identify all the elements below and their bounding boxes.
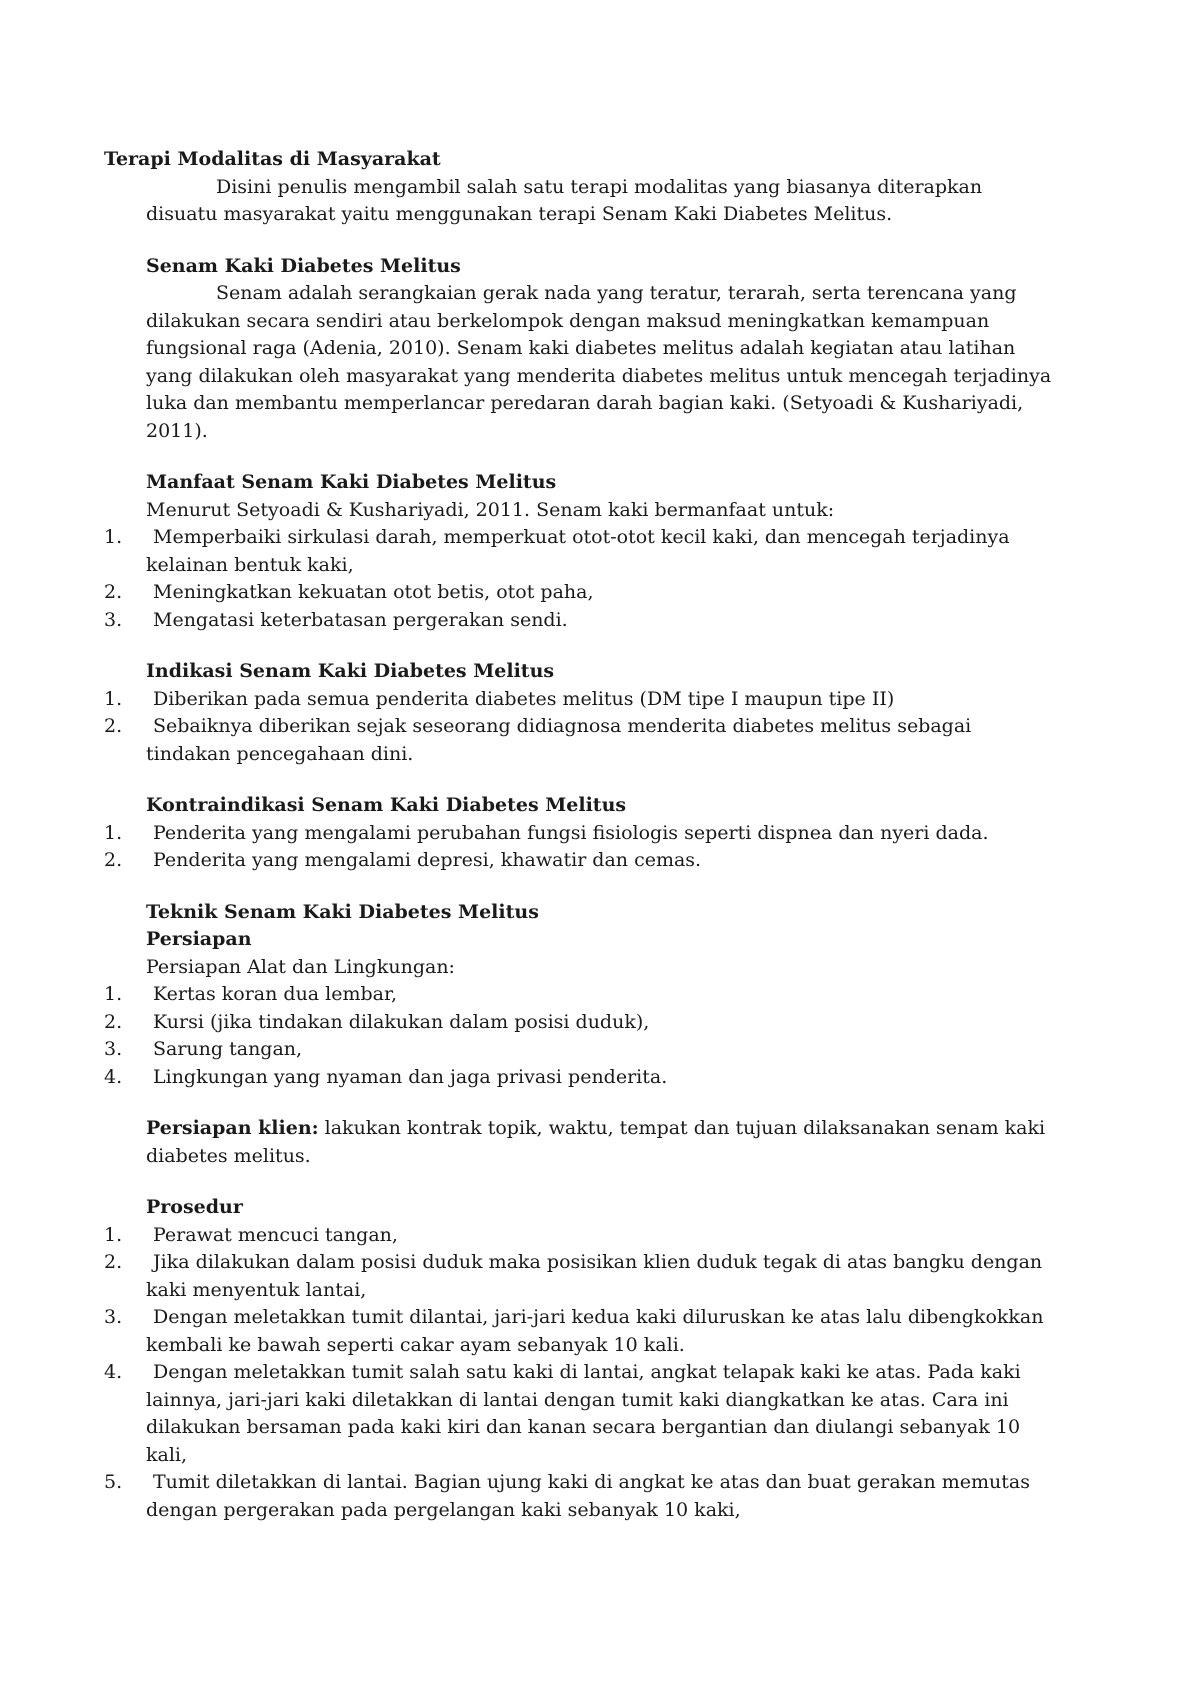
list-item [104, 713, 1064, 768]
section-heading: Prosedur [146, 1196, 243, 1218]
list-item [104, 1009, 1064, 1037]
paragraph-line: fungsional raga (Adenia, 2010). Senam kaki diabetes melitus adalah kegiatan atau latihan [146, 337, 1016, 359]
list-text [146, 1036, 1064, 1064]
section-intro: Persiapan Alat dan Lingkungan: [146, 955, 455, 978]
list-text-line: Diberikan pada semua penderita diabetes melitus (DM tipe I maupun tipe II) [153, 687, 895, 710]
list-number: 1. [104, 983, 123, 1005]
paragraph-line: yang dilakukan oleh masyarakat yang menderita diabetes melitus untuk mencegah terjadinya [146, 364, 1052, 387]
list-item [104, 686, 1064, 714]
list-text-line: Memperbaiki sirkulasi darah, memperkuat otot-otot kecil kaki, dan mencegah terjadinya [153, 526, 1010, 548]
list-item [104, 1036, 1064, 1064]
list-text [146, 1304, 1064, 1359]
list-number: 2. [104, 715, 123, 737]
paragraph-line: diabetes melitus. [146, 1144, 311, 1167]
list-text [146, 1222, 1064, 1250]
list-number: 4. [104, 1065, 123, 1088]
list-item [104, 1249, 1064, 1304]
list-number: 2. [104, 1010, 123, 1033]
list-number: 1. [104, 1223, 123, 1246]
list-text [146, 524, 1064, 579]
list-text-line: Tumit diletakkan di lantai. Bagian ujung kaki di angkat ke atas dan buat gerakan memutas [153, 1471, 1031, 1493]
intro-paragraph [104, 174, 1064, 229]
list-number: 2. [104, 581, 123, 603]
list-item [104, 1222, 1064, 1250]
list-number: 5. [104, 1471, 123, 1493]
list-item [104, 820, 1064, 848]
list-text-line: dilakukan bersaman pada kaki kiri dan kanan secara bergantian dan diulangi sebanyak 10 [146, 1416, 1021, 1438]
intro-line: Disini penulis mengambil salah satu terapi modalitas yang biasanya diterapkan [216, 175, 983, 198]
section-heading: Kontraindikasi Senam Kaki Diabetes Melitus [146, 794, 627, 816]
paragraph-line: 2011). [146, 419, 208, 442]
list-number: 3. [104, 1038, 123, 1060]
paragraph-line: Senam adalah serangkaian gerak nada yang teratur, terarah, serta terencana yang [216, 282, 1017, 304]
numbered-list [104, 1222, 1064, 1525]
section-senam [104, 253, 1064, 446]
list-item [104, 524, 1064, 579]
list-item [104, 1469, 1064, 1524]
list-text [146, 1469, 1064, 1524]
list-number: 1. [104, 526, 123, 548]
list-text [146, 1009, 1064, 1037]
list-text-line: Mengatasi keterbatasan pergerakan sendi. [153, 608, 568, 631]
list-text-line: kembali ke bawah seperti cakar ayam sebanyak 10 kali. [146, 1333, 685, 1356]
list-item [104, 1359, 1064, 1469]
numbered-list [104, 524, 1064, 634]
list-number: 2. [104, 1251, 123, 1273]
list-text-line: Penderita yang mengalami perubahan fungsi fisiologis seperti dispnea dan nyeri dada. [153, 821, 989, 844]
list-text [146, 607, 1064, 635]
section-subheading: Persiapan [146, 928, 252, 950]
section-teknik [104, 899, 1064, 1092]
list-text-line: tindakan pencegahaan dini. [146, 742, 414, 765]
page-title: Terapi Modalitas di Masyarakat [104, 148, 441, 170]
list-text [146, 1249, 1064, 1304]
list-text-line: Perawat mencuci tangan, [153, 1223, 398, 1246]
list-text-line: kaki menyentuk lantai, [146, 1278, 367, 1301]
paragraph-line: luka dan membantu memperlancar peredaran darah bagian kaki. (Setyoadi & Kushariyadi, [146, 392, 1024, 414]
numbered-list [104, 981, 1064, 1091]
section-prosedur [104, 1194, 1064, 1524]
list-number: 2. [104, 849, 123, 871]
list-item [104, 579, 1064, 607]
inline-text: lakukan kontrak topik, waktu, tempat dan tujuan dilaksanakan senam kaki [324, 1117, 1046, 1139]
section-heading: Teknik Senam Kaki Diabetes Melitus [146, 900, 539, 923]
list-item [104, 1064, 1064, 1092]
list-number: 1. [104, 687, 123, 710]
list-text [146, 1064, 1064, 1092]
numbered-list [104, 686, 1064, 769]
section-heading: Indikasi Senam Kaki Diabetes Melitus [146, 660, 555, 682]
section-klien [104, 1115, 1064, 1170]
section-heading: Senam Kaki Diabetes Melitus [146, 254, 461, 277]
section-heading: Manfaat Senam Kaki Diabetes Melitus [146, 471, 557, 493]
list-text [146, 713, 1064, 768]
list-number: 3. [104, 1306, 123, 1328]
list-text [146, 1359, 1064, 1469]
list-text [146, 820, 1064, 848]
section-intro: Menurut Setyoadi & Kushariyadi, 2011. Senam kaki bermanfaat untuk: [146, 498, 835, 521]
list-text [146, 686, 1064, 714]
list-text-line: Jika dilakukan dalam posisi duduk maka posisikan klien duduk tegak di atas bangku dengan [153, 1251, 1043, 1273]
list-item [104, 847, 1064, 875]
list-number: 3. [104, 608, 123, 631]
list-text [146, 847, 1064, 875]
section-indikasi [104, 658, 1064, 768]
list-text-line: kali, [146, 1443, 188, 1466]
intro-line: disuatu masyarakat yaitu menggunakan terapi Senam Kaki Diabetes Melitus. [146, 203, 893, 225]
inline-label: Persiapan klien: [146, 1117, 319, 1139]
list-text-line: Meningkatkan kekuatan otot betis, otot paha, [153, 581, 594, 603]
list-text-line: Dengan meletakkan tumit salah satu kaki di lantai, angkat telapak kaki ke atas. Pada kaki [153, 1361, 1021, 1383]
list-text-line: Penderita yang mengalami depresi, khawatir dan cemas. [153, 849, 702, 871]
list-text-line: Lingkungan yang nyaman dan jaga privasi penderita. [153, 1065, 668, 1088]
section-manfaat [104, 469, 1064, 634]
list-item [104, 1304, 1064, 1359]
paragraph-line: dilakukan secara sendiri atau berkelompok dengan maksud meningkatkan kemampuan [146, 309, 990, 332]
paragraph-line [146, 1115, 1064, 1143]
list-number: 1. [104, 821, 123, 844]
list-text-line: lainnya, jari-jari kaki diletakkan di lantai dengan tumit kaki diangkatkan ke atas. Cara ini [146, 1388, 1009, 1411]
document-body [104, 146, 1064, 1524]
list-number: 4. [104, 1361, 123, 1383]
numbered-list [104, 820, 1064, 875]
list-text-line: Sebaiknya diberikan sejak seseorang didiagnosa menderita diabetes melitus sebagai [153, 715, 972, 737]
list-text [146, 579, 1064, 607]
list-item [104, 607, 1064, 635]
list-text [146, 981, 1064, 1009]
list-text-line: Kertas koran dua lembar, [153, 983, 398, 1005]
list-text-line: Dengan meletakkan tumit dilantai, jari-jari kedua kaki diluruskan ke atas lalu dibengkokkan [153, 1306, 1044, 1328]
list-text-line: Kursi (jika tindakan dilakukan dalam posisi duduk), [153, 1010, 650, 1033]
list-text-line: Sarung tangan, [153, 1038, 303, 1060]
section-kontraindikasi [104, 792, 1064, 875]
list-item [104, 981, 1064, 1009]
list-text-line: kelainan bentuk kaki, [146, 553, 354, 576]
list-text-line: dengan pergerakan pada pergelangan kaki sebanyak 10 kaki, [146, 1498, 741, 1521]
